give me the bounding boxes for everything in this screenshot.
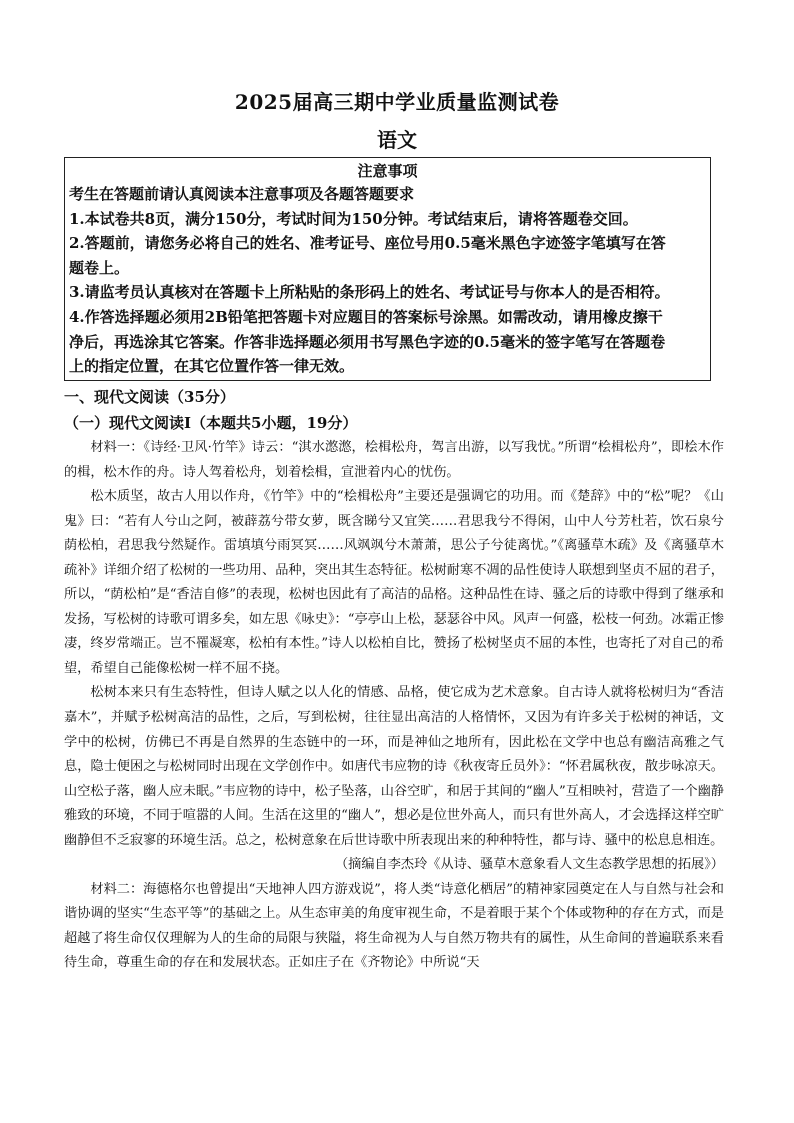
notice-line: 4.作答选择题必须用2B铅笔把答题卡对应题目的答案标号涂黑。如需改动，请用橡皮擦干 [69, 307, 663, 326]
notice-line: 净后，再选涂其它答案。作答非选择题必须用书写黑色字迹的0.5毫米的签字笔写在答题卷 [69, 332, 666, 351]
passage-paragraph: 松木质坚，故古人用以作舟，《竹竿》中的“桧楫松舟”主要还是强调它的功用。而《楚辞》中的“松”呢？《山鬼》曰：“若有人兮山之阿，被薜荔兮带女萝，既含睇兮又宜笑……君思我兮不得闲，山中人兮芳杜若，饮石泉兮荫松柏，君思我兮然疑作。雷填填兮雨冥冥……风飒飒兮木萧萧，思公子兮徒离忧。”《离骚草木疏》及《离骚草木疏补》详细介绍了松树的一些功用、品种，突出其生态特征。松树耐寒不凋的品性使诗人联想到坚贞不屈的君子，所以，“荫松柏”是“香洁自修”的表现，松树也因此有了高洁的品格。这种品性在诗、骚之后的诗歌中得到了继承和发扬，写松树的诗歌可谓多矣，如左思《咏史》：“亭亭山上松，瑟瑟谷中风。风声一何盛，松枝一何劲。冰霜正惨凄，终岁常端正。岂不罹凝寒，松柏有本性。”诗人以松柏自比，赞扬了松树坚贞不屈的本性，也寄托了对自己的希望，希望自己能像松树一样不屈不挠。 [64, 489, 724, 676]
notice-heading: 注意事项 [357, 162, 418, 180]
notice-line: 2.答题前，请您务必将自己的姓名、准考证号、座位号用0.5毫米黑色字迹签字笔填写在答 [69, 234, 666, 253]
exam-title: 2025届高三期中学业质量监测试卷 [234, 90, 560, 114]
passage-paragraph: 材料一：《诗经·卫风·竹竿》诗云：“淇水滺滺，桧楫松舟，驾言出游，以写我忧。”所谓“桧楫松舟”，即桧木作的楫，松木作的舟。诗人驾着松舟，划着桧楫，宣泄着内心的忧伤。 [64, 440, 724, 480]
notice-line: 题卷上。 [69, 258, 130, 277]
notice-line: 3.请监考员认真核对在答题卡上所粘贴的条形码上的姓名、考试证号与你本人的是否相符。 [69, 283, 670, 302]
passage-paragraph: 松树本来只有生态特性，但诗人赋之以人化的情感、品格，使它成为艺术意象。自古诗人就将松树归为“香洁嘉木”，并赋予松树高洁的品性，之后，写到松树，往往显出高洁的人格情怀，又因为有许多关于松树的神话，文学中的松树，仿佛已不再是自然界的生态链中的一环，而是神仙之地所有，因此松在文学中也总有幽洁高雅之气息，隐士便困之与松树同时出现在文学创作中。如唐代韦应物的诗《秋夜寄丘员外》：“怀君属秋夜，散步咏凉天。山空松子落，幽人应未眠。”韦应物的诗中，松子坠落，山谷空旷，和居于其间的“幽人”互相映衬，营造了一个幽静雅致的环境，不同于喧嚣的人间。生活在这里的“幽人”，想必是位世外高人，而只有世外高人，才会选择这样空旷幽静但不乏寂寥的环境生活。总之，松树意象在后世诗歌中所表现出来的种种特性，都与诗、骚中的松息息相连。 [64, 685, 724, 848]
notice-line: 上的指定位置，在其它位置作答一律无效。 [69, 357, 355, 376]
notice-box [64, 157, 711, 381]
notice-line: 1.本试卷共8页，满分150分，考试时间为150分钟。考试结束后，请将答题卷交回。 [69, 209, 638, 228]
subject-title: 语文 [377, 128, 417, 152]
passage-paragraph: 材料二：海德格尔也曾提出“天地神人四方游戏说”，将人类“诗意化栖居”的精神家园奠定在人与自然与社会和谐协调的坚实“生态平等”的基础之上。从生态审美的角度审视生命，不是着眼于某个个体或物种的存在方式，而是超越了将生命仅仅理解为人的生命的局限与狭隘，将生命视为人与自然万物共有的属性，从生命间的普遍联系来看待生命，尊重生命的存在和发展状态。正如庄子在《齐物论》中所说“天 [64, 881, 724, 971]
notice-line: 考生在答题前请认真阅读本注意事项及各题答题要求 [69, 185, 415, 203]
section-subheading: （一）现代文阅读Ⅰ（本题共5小题，19分） [64, 414, 358, 432]
reading-passage [64, 436, 724, 976]
passage-source: （摘编自李杰玲《从诗、骚草木意象看人文生态教学思想的拓展》） [334, 857, 724, 873]
section-heading: 一、现代文阅读（35分） [64, 388, 235, 406]
